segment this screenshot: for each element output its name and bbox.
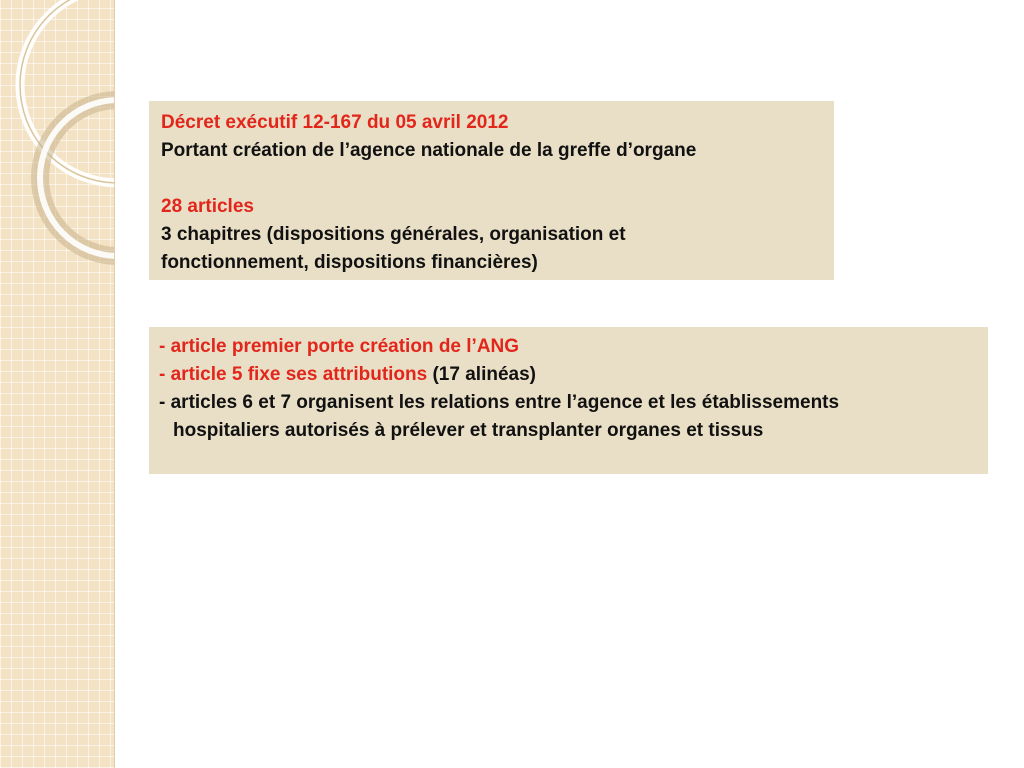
blank-line — [161, 165, 822, 193]
decree-info-box — [149, 101, 834, 280]
article-5-alineas: (17 alinéas) — [427, 364, 536, 385]
article-5-item — [159, 361, 978, 389]
decorative-rings — [0, 0, 114, 768]
articles-count: 28 articles — [161, 196, 254, 217]
chapters-line-1: 3 chapitres (dispositions générales, organisation et — [161, 224, 626, 245]
decorative-side-band — [0, 0, 115, 768]
article-premier-item: - article premier porte création de l’ANG — [159, 336, 520, 357]
decree-subtitle: Portant création de l’agence nationale de la greffe d’organe — [161, 140, 697, 161]
decree-title: Décret exécutif 12-167 du 05 avril 2012 — [161, 112, 509, 133]
articles-6-7-line-1: - articles 6 et 7 organisent les relations entre l’agence et les établissements — [159, 392, 840, 413]
articles-6-7-line-2: hospitaliers autorisés à prélever et transplanter organes et tissus — [173, 420, 764, 441]
articles-detail-box — [149, 327, 988, 474]
chapters-line-2: fonctionnement, dispositions financières) — [161, 252, 538, 273]
article-5-text: - article 5 fixe ses attributions — [159, 364, 428, 385]
